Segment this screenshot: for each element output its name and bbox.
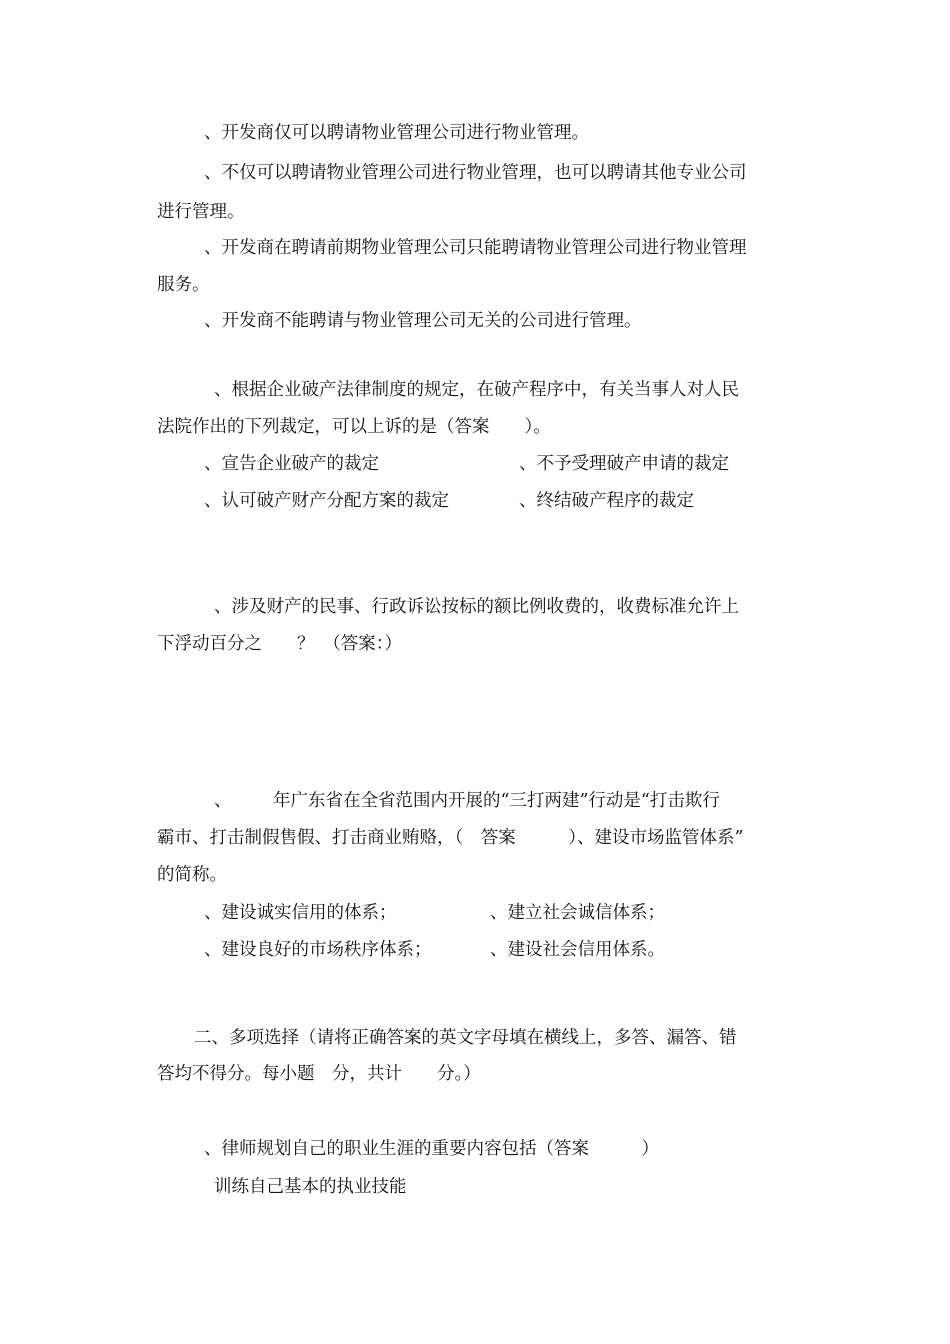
question-option: 、开发商在聘请前期物业管理公司只能聘请物业管理公司进行物业管理 xyxy=(204,238,747,258)
question-option: 、建立社会诚信体系； xyxy=(490,903,665,923)
question-option: 训练自己基本的执业技能 xyxy=(214,1177,407,1197)
question-option: 、宣告企业破产的裁定 xyxy=(204,454,379,474)
question-option: 、认可破产财产分配方案的裁定 xyxy=(204,491,449,511)
question-stem-continued: 霸市、打击制假售假、打击商业贿赂，（ 答案 ）、建设市场监管体系” xyxy=(157,828,744,848)
question-option: 、建设良好的市场秩序体系； xyxy=(204,940,432,960)
question-option: 、开发商仅可以聘请物业管理公司进行物业管理。 xyxy=(204,123,589,143)
question-stem-continued: 的简称。 xyxy=(157,865,227,885)
question-option-continued: 服务。 xyxy=(157,275,210,295)
question-stem: 、律师规划自己的职业生涯的重要内容包括（答案 ） xyxy=(204,1139,659,1159)
question-stem: 、根据企业破产法律制度的规定，在破产程序中，有关当事人对人民 xyxy=(214,380,739,400)
question-option: 、建设社会信用体系。 xyxy=(490,940,665,960)
question-stem: 、涉及财产的民事、行政诉讼按标的额比例收费的，收费标准允许上 xyxy=(214,597,739,617)
question-option: 、开发商不能聘请与物业管理公司无关的公司进行管理。 xyxy=(204,311,642,331)
question-stem: 年广东省在全省范围内开展的“三打两建”行动是“打击欺行 xyxy=(273,791,720,811)
section-heading: 二、多项选择（请将正确答案的英文字母填在横线上，多答、漏答、错 xyxy=(194,1028,737,1048)
question-option: 、不予受理破产申请的裁定 xyxy=(519,454,729,474)
question-number: 、 xyxy=(214,791,232,811)
question-option: 、不仅可以聘请物业管理公司进行物业管理，也可以聘请其他专业公司 xyxy=(204,163,747,183)
question-option-continued: 进行管理。 xyxy=(157,202,245,222)
question-stem-continued: 法院作出的下列裁定，可以上诉的是（答案 ）。 xyxy=(157,417,551,437)
question-option: 、终结破产程序的裁定 xyxy=(519,491,694,511)
question-stem-continued: 下浮动百分之 ？ （答案：） xyxy=(157,634,402,654)
question-option: 、建设诚实信用的体系； xyxy=(204,903,397,923)
section-heading-continued: 答均不得分。每小题 分，共计 分。） xyxy=(157,1064,481,1084)
